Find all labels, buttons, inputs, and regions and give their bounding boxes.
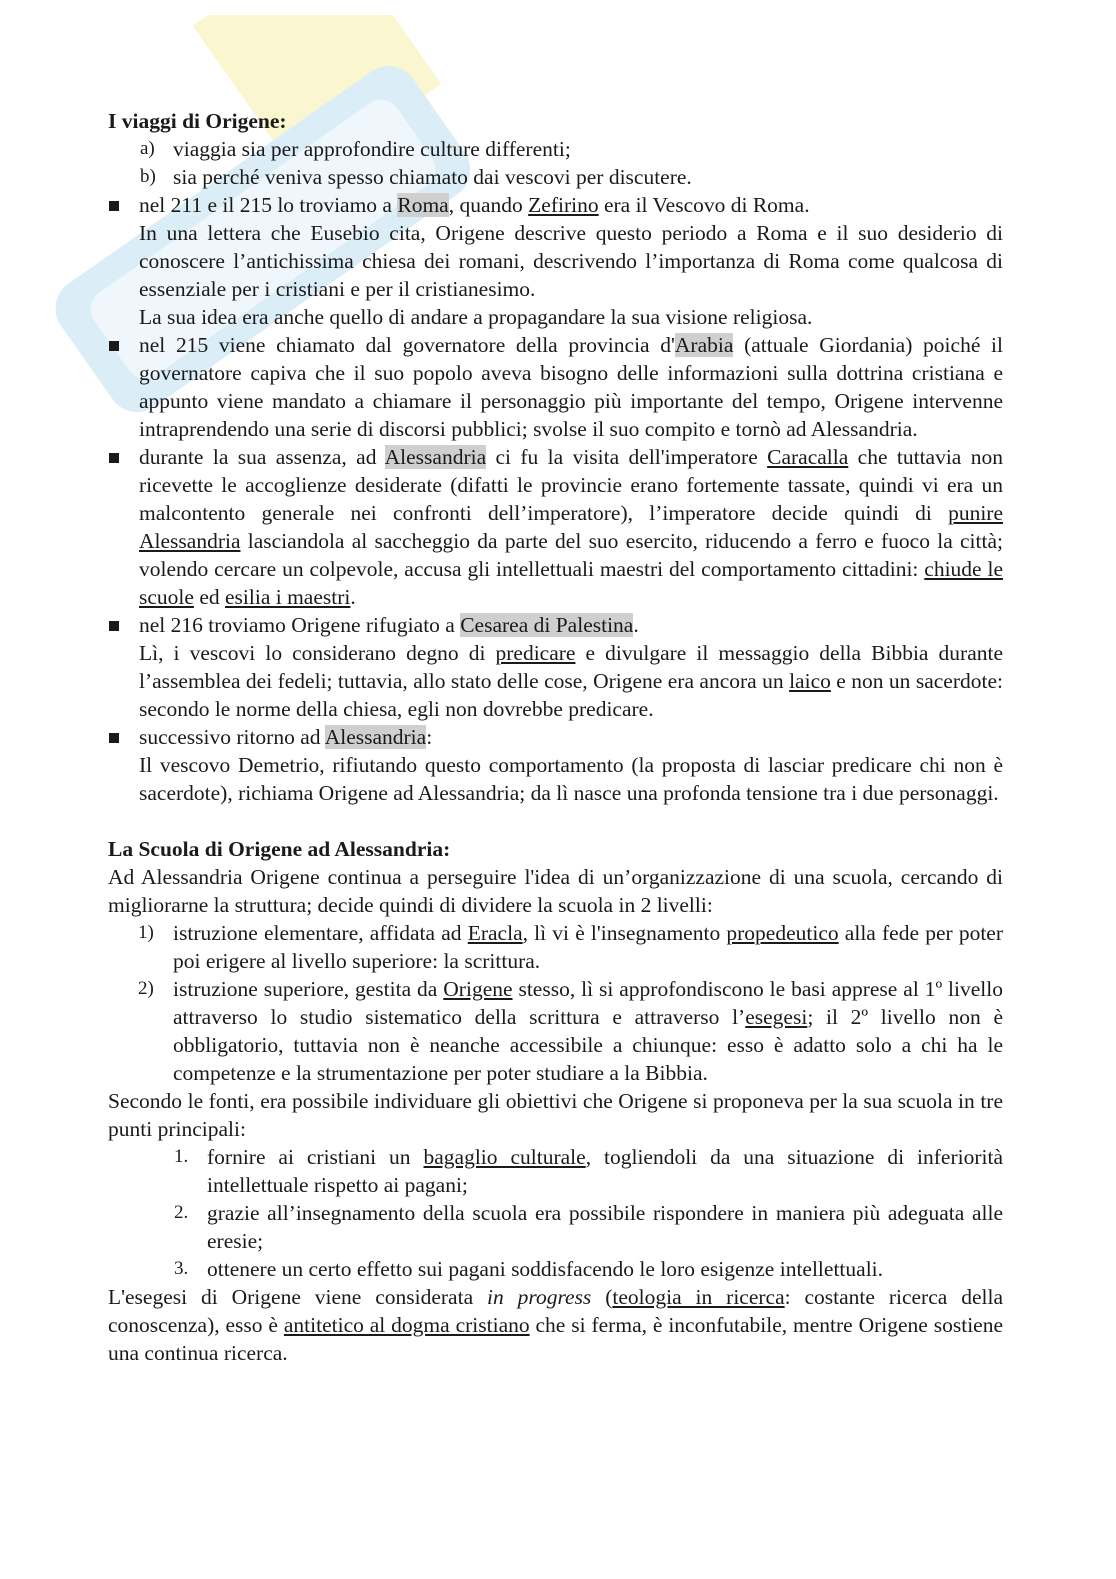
list-item: 1) istruzione elementare, affidata ad Eracla, lì vi è l'insegnamento propedeutico alla fede per poter poi erigere al livello superiore: la scrittura. [138, 921, 1003, 973]
square-bullet-icon [109, 733, 119, 743]
document-page [108, 107, 1003, 1367]
bullet-item-arabia: nel 215 viene chiamato dal governatore della provincia d'Arabia (attuale Giordania) poiché il governatore capiva che il suo popolo aveva bisogno delle informazioni sulla dottrina cristiana e appunto viene mandato a chiamare il personaggio più importante del tempo, Origene intervenne intraprendendo una serie di discorsi pubblici; svolse il suo compito e tornò ad Alessandria. [108, 331, 1003, 443]
square-bullet-icon [109, 621, 119, 631]
paragraph: L'esegesi di Origene viene considerata in progress (teologia in ricerca: costante ricerca della conoscenza), esso è antitetico al dogma cristiano che si ferma, è inconfutabile, mentre Origene sostiene una continua ricerca. [108, 1285, 1004, 1365]
list-item: a) viaggia sia per approfondire culture differenti; [140, 137, 571, 161]
bullet-item-roma: nel 211 e il 215 lo troviamo a Roma, quando Zefirino era il Vescovo di Roma. In una lettera che Eusebio cita, Origene descrive questo periodo a Roma e il suo desiderio di conoscere l’antichissima chiesa dei romani, descrivendo l’importanza di Roma come qualcosa di essenziale per i cristiani e per il cristianesimo. La sua idea era anche quello di andare a propagandare la sua visione religiosa. [108, 191, 1003, 331]
list-item: b) sia perché veniva spesso chiamato dai vescovi per discutere. [140, 165, 692, 189]
paragraph: Secondo le fonti, era possibile individuare gli obiettivi che Origene si proponeva per la sua scuola in tre punti principali: [108, 1089, 1003, 1141]
paragraph: Ad Alessandria Origene continua a perseguire l'idea di un’organizzazione di una scuola, cercando di migliorarne la struttura; decide quindi di dividere la scuola in 2 livelli: [108, 865, 1003, 917]
square-bullet-icon [109, 453, 119, 463]
section-title-scuola: La Scuola di Origene ad Alessandria: [108, 837, 451, 861]
square-bullet-icon [109, 341, 119, 351]
bullet-item-alessandria: durante la sua assenza, ad Alessandria ci fu la visita dell'imperatore Caracalla che tuttavia non ricevette le accoglienze desiderate (difatti le provincie erano fortemente tassate, quindi vi era un malcontento generale nei confronti dell’imperatore), l’imperatore decide quindi di punire Alessandria lasciandola al saccheggio da parte del suo esercito, riducendo a ferro e fuoco la città; volendo cercare un colpevole, accusa gli intellettuali maestri del comportamento cittadini: chiude le scuole ed esilia i maestri. [108, 443, 1003, 611]
list-item: 2) istruzione superiore, gestita da Origene stesso, lì si approfondiscono le basi apprese al 1º livello attraverso lo studio sistematico della scrittura e attraverso l’esegesi; il 2º livello non è obbligatorio, tuttavia non è neanche accessibile a chiunque: esso è adatto solo a chi ha le competenze e la strumentazione per poter studiare a la Bibbia. [138, 977, 1003, 1085]
list-item: 1. fornire ai cristiani un bagaglio culturale, togliendoli da una situazione di inferiorità intellettuale rispetto ai pagani; [174, 1145, 1003, 1197]
list-item: 3. ottenere un certo effetto sui pagani soddisfacendo le loro esigenze intellettuali. [174, 1257, 884, 1281]
list-item: 2. grazie all’insegnamento della scuola era possibile rispondere in maniera più adeguata alle eresie; [174, 1201, 1003, 1253]
section-title-viaggi: I viaggi di Origene: [108, 109, 287, 133]
bullet-item-cesarea: nel 216 troviamo Origene rifugiato a Cesarea di Palestina. Lì, i vescovi lo considerano degno di predicare e divulgare il messaggio della Bibbia durante l’assemblea dei fedeli; tuttavia, allo stato delle cose, Origene era ancora un laico e non un sacerdote: secondo le norme della chiesa, egli non dovrebbe predicare. [108, 611, 1003, 723]
bullet-item-ritorno: successivo ritorno ad Alessandria: Il vescovo Demetrio, rifiutando questo comportamento (la proposta di lasciar predicare chi non è sacerdote), richiama Origene ad Alessandria; da lì nasce una profonda tensione tra i due personaggi. [108, 723, 1003, 807]
square-bullet-icon [109, 201, 119, 211]
